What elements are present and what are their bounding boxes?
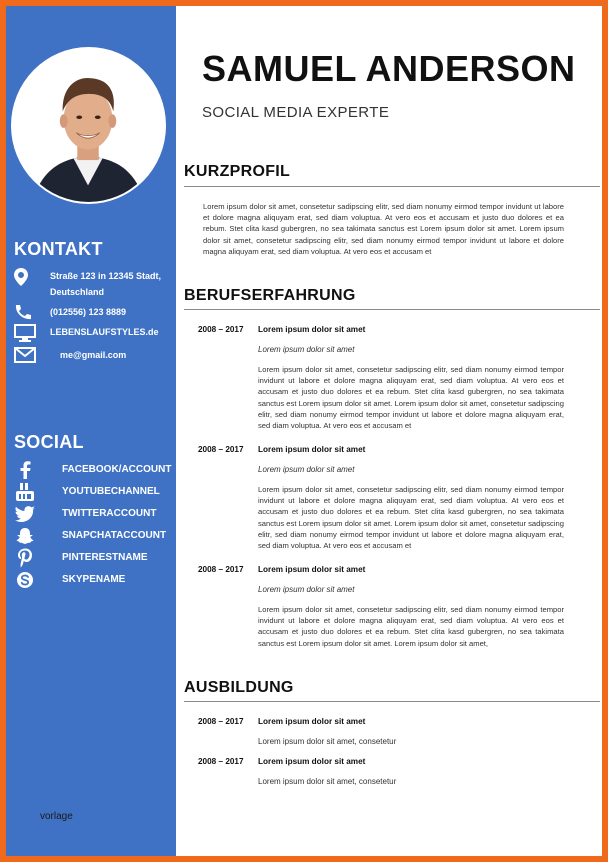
social-item[interactable] <box>14 548 174 568</box>
person-name: SAMUEL ANDERSON <box>202 48 576 89</box>
section-divider <box>184 309 600 310</box>
social-label: SNAPCHATACCOUNT <box>62 530 167 541</box>
profile-photo <box>11 47 166 204</box>
pinterest-icon <box>14 548 36 568</box>
phone-icon <box>14 304 36 322</box>
social-label: TWITTERACCOUNT <box>62 508 157 519</box>
portrait-image <box>13 49 164 202</box>
social-item[interactable] <box>14 460 174 480</box>
address-text: Straße 123 in 12345 Stadt, Deutschland <box>50 271 162 297</box>
social-label: PINTERESTNAME <box>62 552 148 563</box>
social-item[interactable] <box>14 570 174 590</box>
sidebar <box>6 6 176 856</box>
experience-title: Lorem ipsum dolor sit amet <box>258 445 366 454</box>
facebook-icon <box>14 460 36 480</box>
social-item[interactable] <box>14 504 174 524</box>
monitor-icon <box>14 324 36 342</box>
social-item[interactable] <box>14 526 174 546</box>
social-label: FACEBOOK/ACCOUNT <box>62 464 172 475</box>
education-date: 2008 – 2017 <box>198 757 244 766</box>
education-title: Lorem ipsum dolor sit amet <box>258 717 366 726</box>
social-label: YOUTUBECHANNEL <box>62 486 160 497</box>
experience-text: Lorem ipsum dolor sit amet, consetetur sadipscing elitr, sed diam nonumy eirmod tempor invidunt ut labore et dolore magna aliquyam erat, sed diam voluptua. At vero eos et accusam et justo duo dolores et ea rebum. Stet clita kasd gubergren, no sea takimata sanctus est Lorem ipsum dolor sit amet. Lorem ipsum dolor sit amet, consetetur sadipscing elitr, sed diam nonumy eirmod tempor invidunt ut labore et dolore magna aliquyam erat, sed diam voluptua. At vero eos et accusam et <box>258 365 564 431</box>
section-divider <box>184 701 600 702</box>
experience-subtitle: Lorem ipsum dolor sit amet <box>258 465 355 474</box>
section-divider <box>184 186 600 187</box>
email-text: me@gmail.com <box>60 350 127 360</box>
footer-note: vorlage <box>40 811 73 822</box>
experience-text: Lorem ipsum dolor sit amet, consetetur sadipscing elitr, sed diam nonumy eirmod tempor invidunt ut labore et dolore magna aliquyam erat, sed diam voluptua. At vero eos et accusam et justo duo dolores et ea rebum. Stet clita kasd gubergren, no sea takimata sanctus est Lorem ipsum dolor sit amet. Lorem ipsum dolor sit amet, <box>258 605 564 648</box>
experience-heading: BERUFSERFAHRUNG <box>184 287 356 304</box>
experience-subtitle: Lorem ipsum dolor sit amet <box>258 585 355 594</box>
education-subtitle: Lorem ipsum dolor sit amet, consetetur <box>258 777 397 786</box>
social-heading: SOCIAL <box>14 432 84 452</box>
experience-date: 2008 – 2017 <box>198 325 244 334</box>
twitter-icon <box>14 504 36 524</box>
experience-subtitle: Lorem ipsum dolor sit amet <box>258 345 355 354</box>
experience-title: Lorem ipsum dolor sit amet <box>258 325 366 334</box>
profile-text: Lorem ipsum dolor sit amet, consetetur sadipscing elitr, sed diam nonumy eirmod tempor invidunt ut labore et dolore magna aliquyam erat, sed diam voluptua. At vero eos et accusam et justo duo dolores et ea rebum. Stet clita kasd gubergren, no sea takimata sanctus est Lorem ipsum dolor sit amet. Lorem ipsum dolor sit amet, consetetur sadipscing elitr, sed diam nonumy eirmod tempor invidunt ut labore et dolore magna aliquyam erat, sed diam voluptua. At vero eos et accusam et <box>203 202 564 256</box>
experience-text: Lorem ipsum dolor sit amet, consetetur sadipscing elitr, sed diam nonumy eirmod tempor invidunt ut labore et dolore magna aliquyam erat, sed diam voluptua. At vero eos et accusam et justo duo dolores et ea rebum. Stet clita kasd gubergren, no sea takimata sanctus est Lorem ipsum dolor sit amet. Lorem ipsum dolor sit amet, consetetur sadipscing elitr, sed diam nonumy eirmod tempor invidunt ut labore et dolore magna aliquyam erat, sed diam voluptua. At vero eos et accusam et <box>258 485 564 551</box>
education-date: 2008 – 2017 <box>198 717 244 726</box>
website-text: LEBENSLAUFSTYLES.de <box>50 327 159 337</box>
experience-date: 2008 – 2017 <box>198 445 244 454</box>
youtube-icon <box>14 482 36 502</box>
education-subtitle: Lorem ipsum dolor sit amet, consetetur <box>258 737 397 746</box>
experience-date: 2008 – 2017 <box>198 565 244 574</box>
location-pin-icon <box>14 268 36 286</box>
experience-title: Lorem ipsum dolor sit amet <box>258 565 366 574</box>
profile-heading: KURZPROFIL <box>184 163 291 180</box>
person-title: SOCIAL MEDIA EXPERTE <box>202 104 390 121</box>
social-label: SKYPENAME <box>62 574 126 585</box>
contact-heading: KONTAKT <box>14 239 103 259</box>
cv-page <box>6 6 602 856</box>
skype-icon <box>14 570 36 590</box>
snapchat-icon <box>14 526 36 546</box>
envelope-icon <box>14 347 36 365</box>
education-title: Lorem ipsum dolor sit amet <box>258 757 366 766</box>
education-heading: AUSBILDUNG <box>184 679 294 696</box>
phone-text: (012556) 123 8889 <box>50 307 127 317</box>
social-item[interactable] <box>14 482 174 502</box>
main-content <box>176 6 602 856</box>
